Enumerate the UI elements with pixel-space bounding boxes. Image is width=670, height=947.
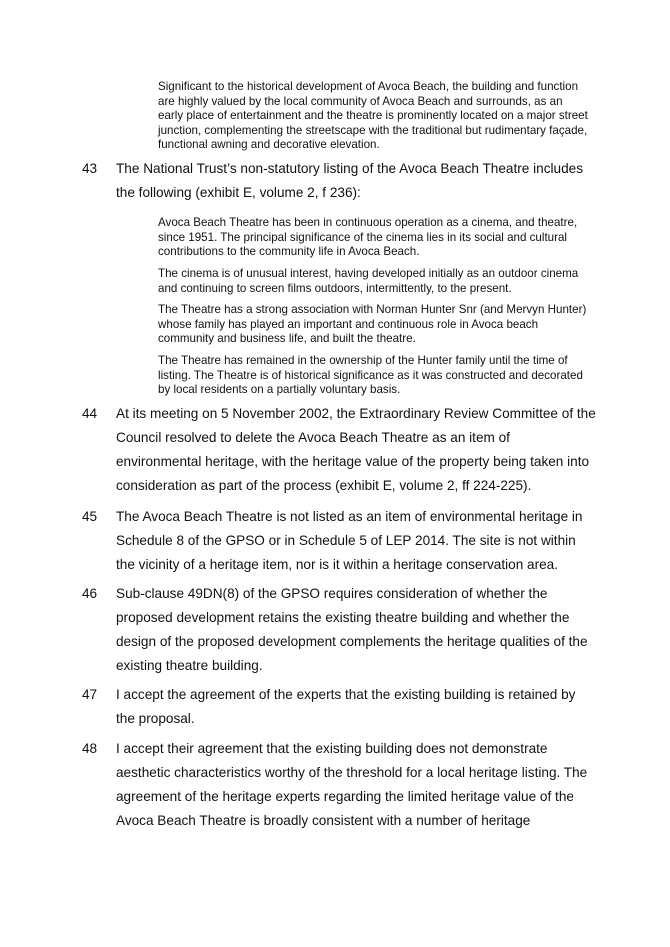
paragraph-number: 46 — [82, 586, 98, 601]
paragraph-text: Sub-clause 49DN(8) of the GPSO requires consideration of whether the proposed development retains the existing theatre building and whether the design of the proposed development complements the heritage qualities of the existing theatre building. — [116, 586, 588, 673]
paragraph-number: 44 — [82, 406, 98, 421]
paragraph-text: At its meeting on 5 November 2002, the Extraordinary Review Committee of the Council resolved to delete the Avoca Beach Theatre as an item of environmental heritage, with the heritage value of the property being taken into consideration as part of the process (exhibit E, volume 2, ff 224-225). — [116, 406, 596, 493]
paragraph-number: 43 — [82, 161, 98, 176]
paragraph-number: 48 — [82, 741, 98, 756]
block-quote-listing-3: The Theatre has a strong association with Norman Hunter Snr (and Mervyn Hunter) whose family has played an important and continuous role in Avoca beach community and business life, and built the theatre. — [158, 303, 587, 346]
block-quote-listing-4: The Theatre has remained in the ownership of the Hunter family until the time of listing. The Theatre is of historical significance as it was constructed and decorated by local residents on a partially voluntary basis. — [158, 354, 583, 397]
paragraph-text: The Avoca Beach Theatre is not listed as an item of environmental heritage in Schedule 8 of the GPSO or in Schedule 5 of LEP 2014. The site is not within the vicinity of a heritage item, nor is it within a heritage conservation area. — [116, 509, 583, 572]
paragraph-number: 47 — [82, 687, 98, 702]
paragraph-number: 45 — [82, 509, 98, 524]
block-quote-listing-2: The cinema is of unusual interest, having developed initially as an outdoor cinema and continuing to screen films outdoors, intermittently, to the present. — [158, 267, 579, 295]
block-quote-listing-1: Avoca Beach Theatre has been in continuous operation as a cinema, and theatre, since 1951. The principal significance of the cinema lies in its social and cultural contributions to the community life in Avoca Beach. — [158, 216, 578, 259]
block-quote-significance: Significant to the historical development of Avoca Beach, the building and function are highly valued by the local community of Avoca Beach and surrounds, as an early place of entertainment and the theatre is prominently located on a major street junction, complementing the streetscape with the traditional but rudimentary façade, functional awning and decorative elevation. — [158, 80, 588, 152]
paragraph-text: The National Trust’s non-statutory listing of the Avoca Beach Theatre includes the following (exhibit E, volume 2, f 236): — [116, 161, 583, 200]
paragraph-text: I accept their agreement that the existing building does not demonstrate aesthetic characteristics worthy of the threshold for a local heritage listing. The agreement of the heritage experts regarding the limited heritage value of the Avoca Beach Theatre is broadly consistent with a number of heritage — [116, 741, 588, 828]
paragraph-text: I accept the agreement of the experts that the existing building is retained by the proposal. — [116, 687, 576, 726]
